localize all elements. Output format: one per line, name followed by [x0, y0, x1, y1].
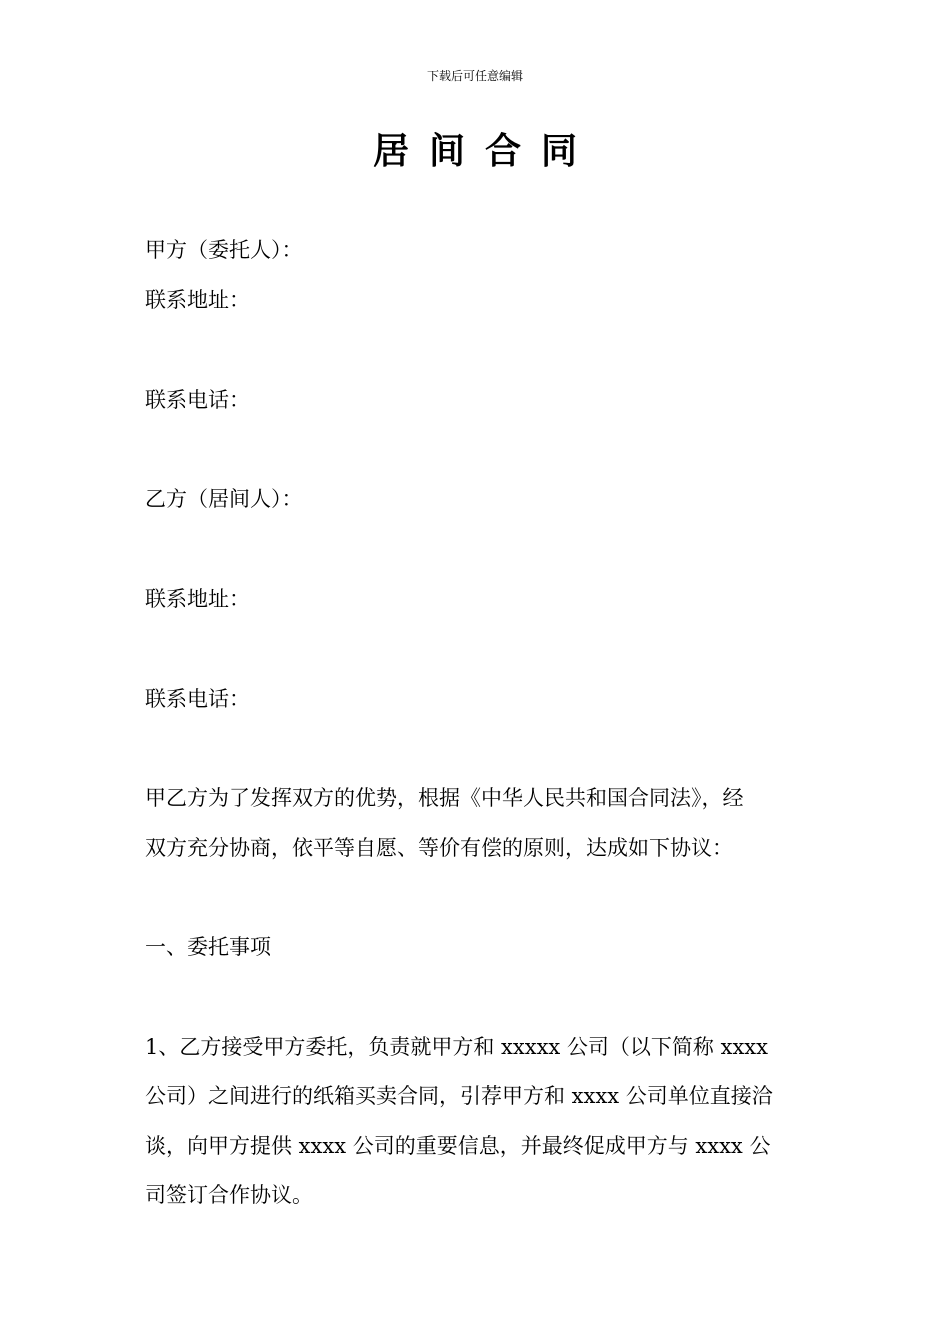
- clause-1-line-1: 1、乙方接受甲方委托，负责就甲方和 xxxxx 公司（以下简称 xxxx: [145, 1035, 768, 1059]
- party-b-address-label: 联系地址：: [145, 587, 250, 611]
- preamble-line-2: 双方充分协商，依平等自愿、等价有偿的原则，达成如下协议：: [145, 836, 733, 860]
- party-b-phone-label: 联系电话：: [145, 687, 250, 711]
- clause-1-line-3: 谈，向甲方提供 xxxx 公司的重要信息，并最终促成甲方与 xxxx 公: [145, 1134, 771, 1158]
- party-b-label: 乙方（居间人）：: [145, 487, 303, 511]
- section-1-heading: 一、委托事项: [145, 935, 271, 959]
- document-title: 居间合同: [372, 130, 597, 172]
- party-a-phone-label: 联系电话：: [145, 388, 250, 412]
- clause-1-line-2: 公司）之间进行的纸箱买卖合同，引荐甲方和 xxxx 公司单位直接洽: [145, 1084, 773, 1108]
- preamble-line-1: 甲乙方为了发挥双方的优势，根据《中华人民共和国合同法》，经: [145, 786, 744, 810]
- party-a-label: 甲方（委托人）：: [145, 238, 303, 262]
- party-a-address-label: 联系地址：: [145, 288, 250, 312]
- clause-1-line-4: 司签订合作协议。: [145, 1183, 313, 1207]
- header-note: 下载后可任意编辑: [426, 69, 523, 83]
